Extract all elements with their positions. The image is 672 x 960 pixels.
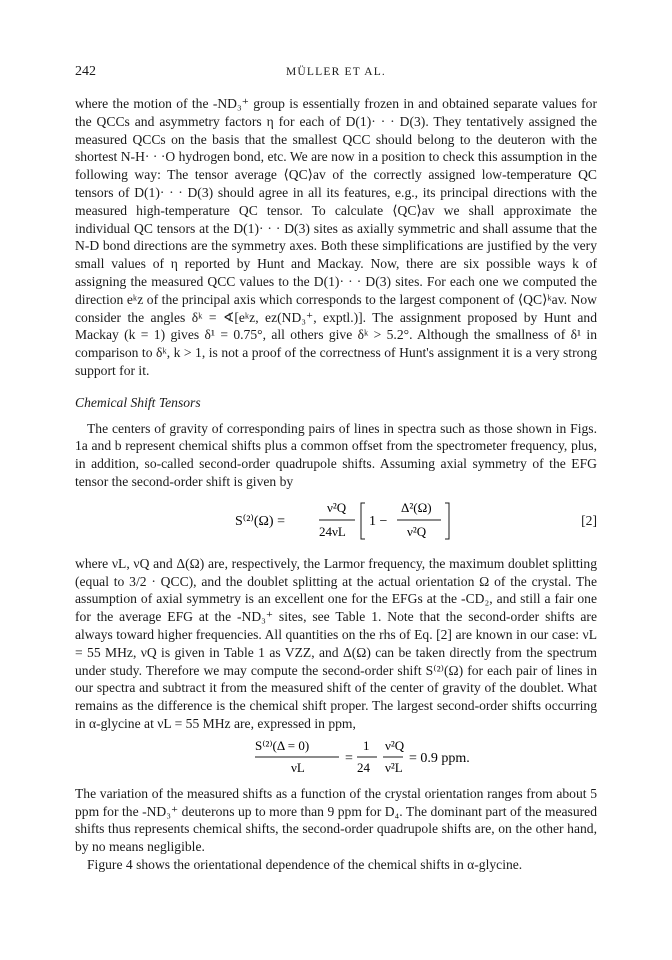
eq2-denominator: 24νL bbox=[319, 523, 346, 539]
equation-2-formula bbox=[235, 495, 475, 549]
page-number: 242 bbox=[75, 64, 96, 79]
paragraph-second-order-shift: where νL, νQ and Δ(Ω) are, respectively, the Larmor frequency, the maximum doublet splitting (equal to 3/2 · QCC), and the doublet splitting at the actual orientation Ω of the crystal. The assumption of axial symmetry is an excellent one for the EFGs at the -CD₂, and still a fair one for the average EFG at the -ND₃⁺ sites, see Table 1. Note that the second-order shifts are always toward higher frequencies. All quantities on the rhs of Eq. [2] are known in our case: νL = 55 MHz, νQ is given in Table 1 as VZZ, and Δ(Ω) can be taken directly from the spectrum under study. Therefore we may compute the second-order shift S⁽²⁾(Ω) for each pair of lines in our spectra and subtract it from the measured shift of the center of gravity of the doublet. What remains as the difference is the chemical shift proper. The largest second-order shifts occurring in α-glycine at νL = 55 MHz are, expressed in ppm, bbox=[75, 555, 597, 731]
equation-3-formula bbox=[255, 735, 515, 779]
eq3-lhs-numerator: S⁽²⁾(Δ = 0) bbox=[255, 737, 310, 753]
eq3-equals: = bbox=[345, 750, 353, 766]
eq2-right-bracket bbox=[445, 503, 449, 539]
equation-3 bbox=[75, 735, 597, 779]
paragraph-figure-4: Figure 4 shows the orientational dependence of the chemical shifts in α-glycine. bbox=[87, 856, 523, 872]
eq3-coef-numerator: 1 bbox=[363, 737, 370, 753]
eq2-one-minus: 1 − bbox=[369, 513, 388, 529]
eq3-result: = 0.9 ppm. bbox=[409, 750, 470, 766]
eq3-lhs-denominator: νL bbox=[291, 759, 305, 775]
eq2-inner-denominator: ν²Q bbox=[407, 523, 427, 539]
paragraph-variation: The variation of the measured shifts as a function of the crystal orientation ranges from about 5 ppm for the -ND₃⁺ deuterons up to more than 9 ppm for D₄. The dominant part of the measured shifts thus represents chemical shifts, the second-order quadrupole shifts are, on the other hand, by no means negligible. bbox=[75, 785, 597, 855]
eq3-ratio-numerator: ν²Q bbox=[385, 737, 405, 753]
eq2-inner-numerator: Δ²(Ω) bbox=[401, 499, 432, 515]
eq2-left-bracket bbox=[361, 503, 365, 539]
section-heading: Chemical Shift Tensors bbox=[75, 394, 201, 410]
running-title: MÜLLER ET AL. bbox=[285, 66, 387, 78]
equation-2 bbox=[75, 495, 597, 549]
eq3-coef-denominator: 24 bbox=[357, 759, 370, 775]
eq3-ratio-denominator: ν²L bbox=[385, 759, 403, 775]
paragraph-centers-of-gravity: The centers of gravity of corresponding pairs of lines in spectra such as those shown in Figs. 1a and b represent chemical shifts plus a common offset from the spectrometer frequency, plus, in addition, so-called second-order quadrupole shifts. Assuming axial symmetry of the EFG tensor the second-order shift is given by bbox=[75, 420, 597, 489]
equation-2-number: [2] bbox=[581, 512, 597, 528]
paragraph-assignment: where the motion of the -ND₃⁺ group is essentially frozen in and obtained separate values for the QCCs and asymmetry factors η for each of D(1)· · · D(3). They tentatively assigned the measured QCCs on the basis that the smallest QCC should belong to the deuteron with the shortest N-H· · ·O hydrogen bond, etc. We are now in a position to check this assumption in the following way: The tensor average ⟨QC⟩av of the correctly assigned low-temperature QC tensors of D(1)· · · D(3) should agree in all its features, e.g., its principal directions with the measured high-temperature QC tensor. To calculate ⟨QC⟩av we shall approximate the individual QC tensors at the D(1)· · · D(3) sites as axially symmetric and shall assume that the N-D bond directions are the symmetry axes. Both these simplifications are justified by the very small values of η reported by Hunt and Mackay. Now, there are six possible ways k of assigning the measured QCC values to the D(1)· · · D(3) sites. For each one we computed the direction eᵏz of the principal axis which corresponds to the largest component of ⟨QC⟩ᵏav. Now consider the angles δᵏ = ∢[eᵏz, ez(ND₃⁺, exptl.)]. The assignment proposed by Hunt and Mackay (k = 1) gives δ¹ = 0.75°, all others give δᵏ > 5.2°. Although the smallness of δ¹ in comparison to δᵏ, k > 1, is not a proof of the correctness of Hunt's assignment it is a very strong support for it. bbox=[75, 96, 597, 378]
eq2-numerator: ν²Q bbox=[327, 499, 347, 515]
eq2-lhs: S⁽²⁾(Ω) = bbox=[235, 513, 285, 529]
article-body bbox=[75, 95, 597, 874]
page-header bbox=[75, 64, 597, 84]
